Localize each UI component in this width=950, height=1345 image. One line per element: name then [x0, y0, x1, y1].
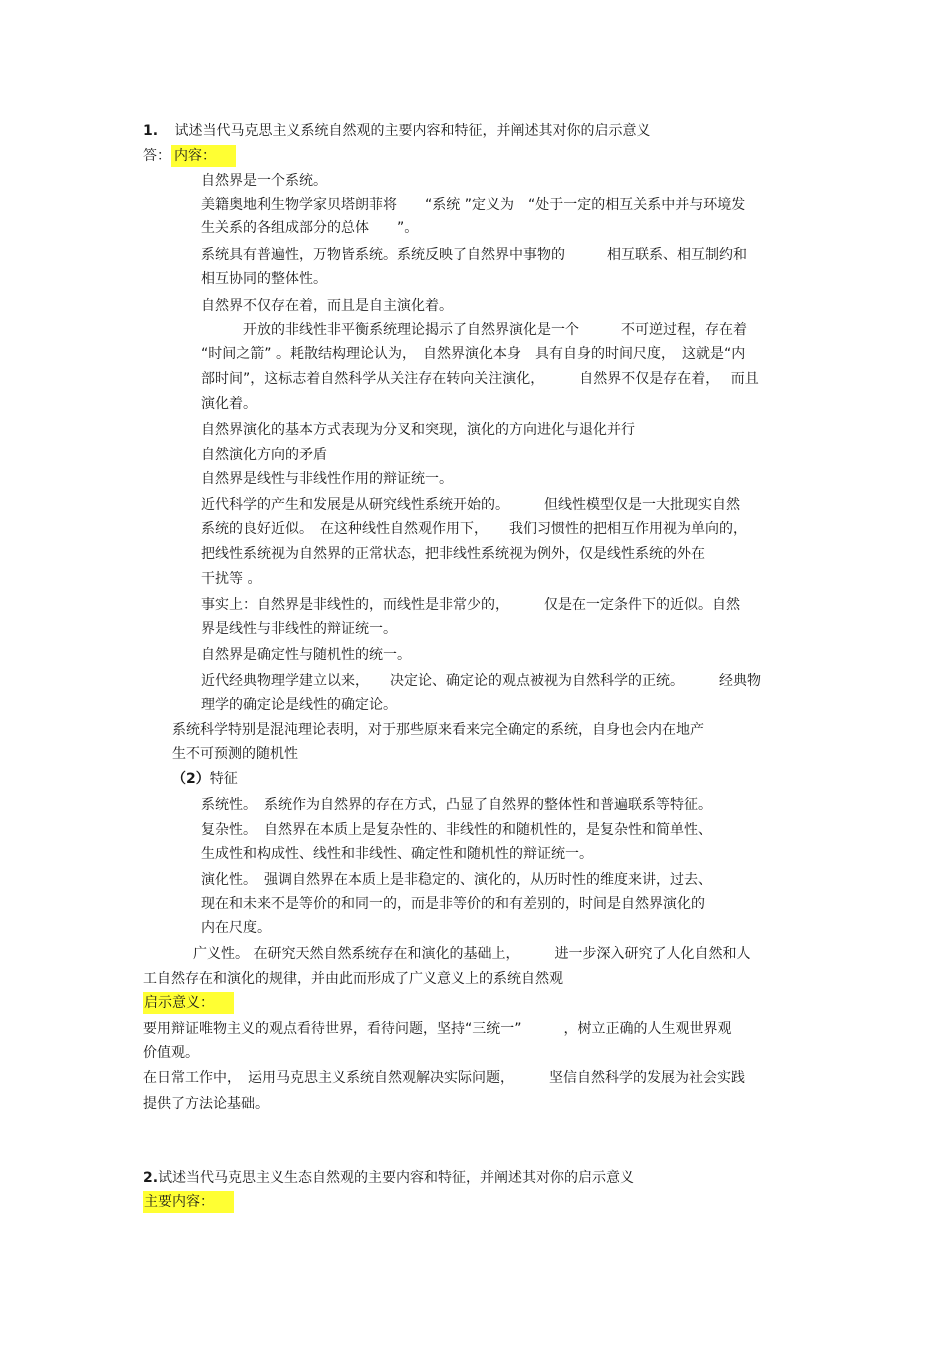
content-line: 自然界不仅存在着，而且是自主演化着。 [201, 298, 453, 314]
feature-line: 演化性。 强调自然界在本质上是非稳定的、演化的，从历时性的维度来讲，过去、 [201, 872, 712, 888]
insight-line: 价值观。 [143, 1045, 199, 1061]
question-2-content-heading [143, 1191, 234, 1213]
insight-heading [143, 992, 234, 1014]
feature-line: 工自然存在和演化的规律，并由此而形成了广义意义上的系统自然观 [143, 971, 563, 987]
content-line: 开放的非线性非平衡系统理论揭示了自然界演化是一个 不可逆过程，存在着 [243, 322, 747, 338]
content-line: 自然界演化的基本方式表现为分叉和突现，演化的方向进化与退化并行 [201, 422, 635, 438]
feature-line: 复杂性。 自然界在本质上是复杂性的、非线性的和随机性的，是复杂性和简单性、 [201, 822, 712, 838]
content-line: 把线性系统视为自然界的正常状态，把非线性系统视为例外，仅是线性系统的外在 [201, 546, 705, 562]
question-2-content-label: 主要内容： [143, 1191, 234, 1213]
features-number: （2） [172, 771, 210, 787]
question-1-title: 试述当代马克思主义系统自然观的主要内容和特征，并阐述其对你的启示意义 [174, 123, 651, 139]
content-line: 系统具有普遍性，万物皆系统。系统反映了自然界中事物的 相互联系、相互制约和 [201, 247, 747, 263]
insight-line: 提供了方法论基础。 [143, 1096, 269, 1112]
feature-line: 生成性和构成性、线性和非线性、确定性和随机性的辩证统一。 [201, 846, 593, 862]
content-line: 近代科学的产生和发展是从研究线性系统开始的。 但线性模型仅是一大批现实自然 [201, 497, 740, 513]
features-heading [172, 769, 238, 789]
question-2-heading [143, 1168, 634, 1188]
content-label: 内容： [171, 145, 236, 167]
insight-label: 启示意义： [143, 992, 234, 1014]
content-line: 自然界是线性与非线性作用的辩证统一。 [201, 471, 453, 487]
content-line: 部时间”，这标志着自然科学从关注存在转向关注演化， 自然界不仅是存在着， 而且 [201, 371, 759, 387]
content-line: 系统科学特别是混沌理论表明，对于那些原来看来完全确定的系统，自身也会内在地产 [172, 722, 704, 738]
question-1-heading [143, 121, 651, 141]
features-label: 特征 [209, 771, 238, 787]
content-line: 美籍奥地利生物学家贝塔朗菲将 “系统 ”定义为 “处于一定的相互关系中并与环境发 [201, 197, 746, 213]
insight-line: 在日常工作中， 运用马克思主义系统自然观解决实际问题， 坚信自然科学的发展为社会实践 [143, 1070, 745, 1086]
question-2-title: 试述当代马克思主义生态自然观的主要内容和特征，并阐述其对你的启示意义 [158, 1170, 635, 1186]
content-line: 生不可预测的随机性 [172, 746, 298, 762]
content-line: 生关系的各组成部分的总体 ”。 [201, 220, 419, 236]
content-line: 演化着。 [201, 396, 257, 412]
insight-line: 要用辩证唯物主义的观点看待世界，看待问题，坚持“三统一” ，树立正确的人生观世界观 [143, 1021, 732, 1037]
content-line: 近代经典物理学建立以来， 决定论、确定论的观点被视为自然科学的正统。 经典物 [201, 673, 761, 689]
question-2-number: 2. [143, 1170, 159, 1186]
feature-line: 系统性。 系统作为自然界的存在方式，凸显了自然界的整体性和普遍联系等特征。 [201, 797, 712, 813]
content-line: 相互协同的整体性。 [201, 271, 327, 287]
content-line: 干扰等 。 [201, 571, 262, 587]
content-line: 自然演化方向的矛盾 [201, 447, 327, 463]
answer-prefix: 答： [143, 148, 171, 164]
feature-line: 现在和未来不是等价的和同一的，而是非等价的和有差别的，时间是自然界演化的 [201, 896, 705, 912]
feature-line: 内在尺度。 [201, 920, 271, 936]
content-line: 界是线性与非线性的辩证统一。 [201, 621, 397, 637]
feature-line: 广义性。 在研究天然自然系统存在和演化的基础上， 进一步深入研究了人化自然和人 [193, 946, 751, 962]
content-line: 事实上：自然界是非线性的，而线性是非常少的， 仅是在一定条件下的近似。自然 [201, 597, 740, 613]
content-line: 自然界是确定性与随机性的统一。 [201, 647, 411, 663]
content-line: 理学的确定论是线性的确定论。 [201, 697, 397, 713]
question-1-number: 1. [143, 123, 159, 139]
answer-line [143, 145, 236, 167]
content-line: 系统的良好近似。 在这种线性自然观作用下， 我们习惯性的把相互作用视为单向的， [201, 521, 747, 537]
content-line: “时间之箭” 。耗散结构理论认为， 自然界演化本身 具有自身的时间尺度， 这就是“内 [201, 346, 746, 362]
content-line: 自然界是一个系统。 [201, 173, 327, 189]
